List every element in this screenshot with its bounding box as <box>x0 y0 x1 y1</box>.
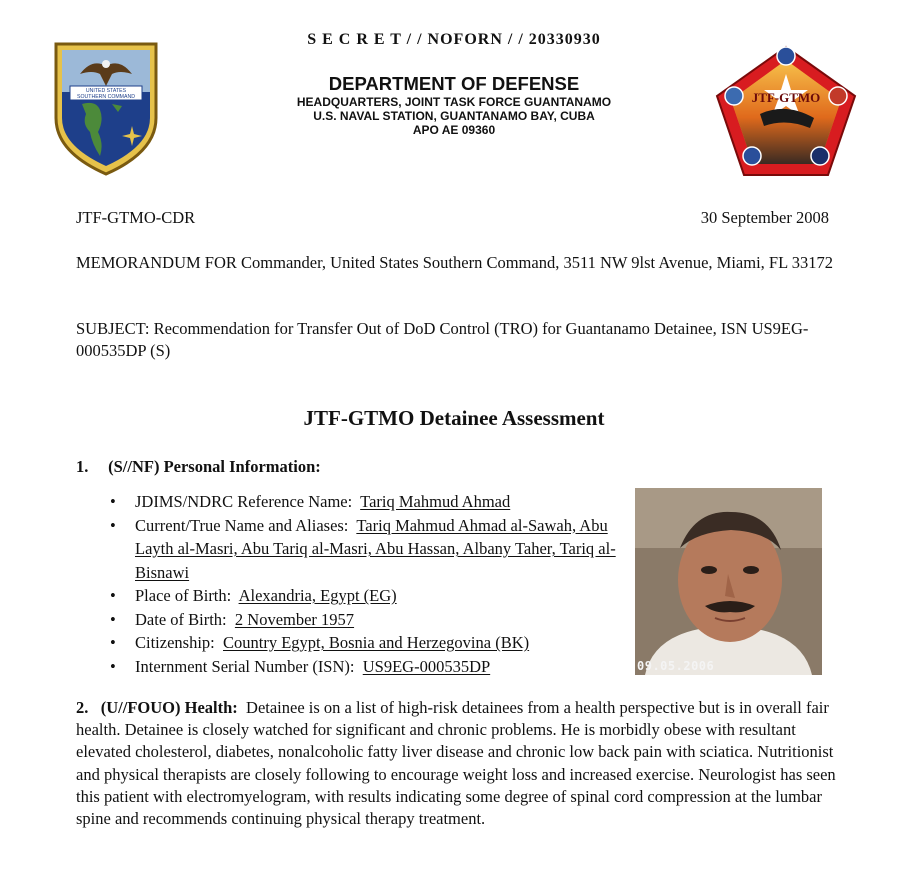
list-item <box>106 608 626 632</box>
item-value: Country Egypt, Bosnia and Herzegovina (BK) <box>223 633 530 652</box>
section-title: (S//NF) Personal Information: <box>108 457 321 476</box>
item-label: JDIMS/NDRC Reference Name: <box>135 492 353 511</box>
detainee-photo <box>635 488 822 675</box>
hq-line-1: HEADQUARTERS, JOINT TASK FORCE GUANTANAMO <box>296 95 612 109</box>
health-paragraph: Detainee is on a list of high-risk detainees from a health perspective but is in overall fair health. Detainee is closely watched for significant and chronic problems. He is morbidly obese with resultant elevated cholesterol, diabetes, nonalcoholic fatty liver disease and chronic low back pain with sciatica. Nutritionist and physical therapists are closely following to encourage weight loss and increased exercise. Neurologist has seen this patient with electromyelogram, with results indicating some degree of spinal cord compression at the lumbar spine and recommends continuing physical therapy treatment. <box>76 698 836 829</box>
document-title: JTF-GTMO Detainee Assessment <box>303 406 605 430</box>
jtf-gtmo-seal-icon <box>714 44 858 178</box>
item-label: Internment Serial Number (ISN): <box>135 656 355 676</box>
svg-text:UNITED STATES: UNITED STATES <box>85 88 127 94</box>
section-2-health <box>76 697 836 830</box>
item-label: Current/True Name and Aliases: <box>135 515 349 535</box>
section-number: 2. <box>76 698 89 717</box>
photo-date-stamp: 09.05.2006 <box>637 659 715 673</box>
item-label: Date of Birth: <box>135 609 227 629</box>
subject-line: SUBJECT: Recommendation for Transfer Out of DoD Control (TRO) for Guantanamo Detainee, ISN US9EG-000535DP (S) <box>76 319 809 360</box>
item-value: Alexandria, Egypt (EG) <box>238 586 397 605</box>
item-value: Tariq Mahmud Ahmad al-Sawah, Abu Layth al-Masri, Abu Tariq al-Masri, Abu Hassan, Albany Taher, Tariq al-Bisnawi <box>135 515 616 582</box>
section-1-heading <box>76 456 321 478</box>
hq-line-2: U.S. NAVAL STATION, GUANTANAMO BAY, CUBA <box>313 109 595 123</box>
svg-text:SOUTHERN COMMAND: SOUTHERN COMMAND <box>77 94 135 100</box>
hq-line-3: APO AE 09360 <box>412 123 496 137</box>
item-value: 2 November 1957 <box>234 609 355 629</box>
portrait-image <box>635 488 822 675</box>
southcom-seal-icon <box>52 40 160 178</box>
item-value: US9EG-000535DP <box>362 656 491 676</box>
classification-banner: S E C R E T / / NOFORN / / 20330930 <box>307 31 601 48</box>
item-label: Citizenship: <box>135 633 215 652</box>
list-item <box>106 514 626 585</box>
memorandum-for: MEMORANDUM FOR Commander, United States Southern Command, 3511 NW 9lst Avenue, Miami, FL 33172 <box>76 253 833 272</box>
seal-text: JTF-GTMO <box>751 90 821 105</box>
list-item <box>106 655 626 679</box>
department-title: DEPARTMENT OF DEFENSE <box>328 73 580 94</box>
office-symbol: JTF-GTMO-CDR <box>76 208 196 227</box>
item-label: Place of Birth: <box>135 586 232 605</box>
list-item <box>106 631 626 655</box>
section-title: (U//FOUO) Health: <box>100 698 238 717</box>
list-item <box>106 584 626 608</box>
item-value: Tariq Mahmud Ahmad <box>360 492 511 511</box>
section-number: 1. <box>76 457 89 476</box>
memo-date: 30 September 2008 <box>700 208 829 227</box>
list-item <box>106 490 626 514</box>
personal-info-list <box>106 490 626 678</box>
